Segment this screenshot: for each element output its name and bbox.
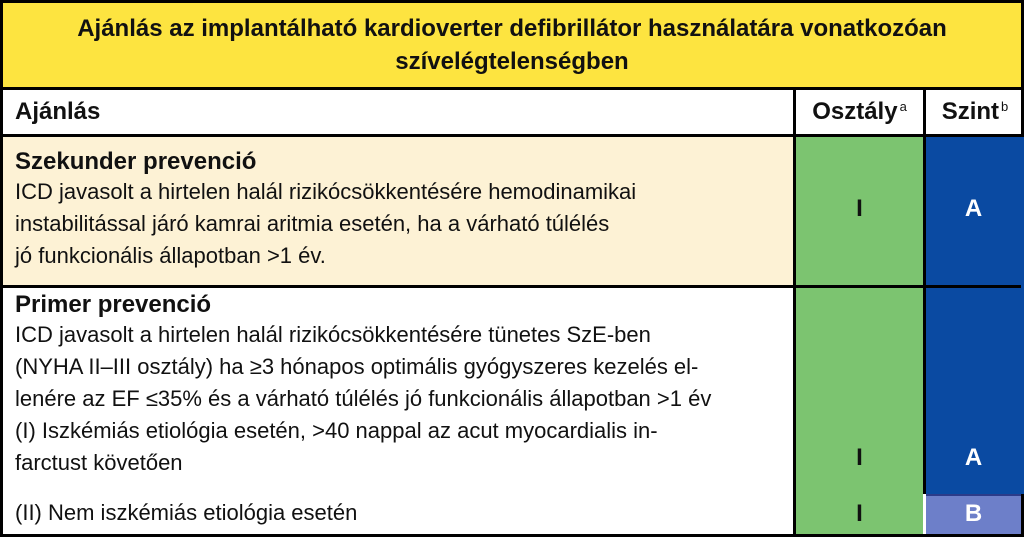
level-column bbox=[923, 137, 1024, 494]
secondary-prevention-line: ICD javasolt a hirtelen halál rizikócsökkentésére hemodinamikai bbox=[15, 179, 637, 204]
primary-prevention-line: ICD javasolt a hirtelen halál rizikócsökkentésére tünetes SzE-ben bbox=[15, 322, 651, 347]
non-ischemic-item-line: (II) Nem iszkémiás etiológia esetén bbox=[15, 500, 358, 525]
table-title-line-2: szívelégtelenségben bbox=[395, 48, 629, 75]
header-class-footnote: a bbox=[899, 98, 907, 114]
secondary-prevention-title: Szekunder prevenció bbox=[15, 148, 257, 175]
header-class bbox=[793, 90, 923, 134]
non-ischemic-level: B bbox=[964, 500, 983, 527]
ischemic-item-line: farctust követően bbox=[15, 450, 183, 475]
primary-prevention-title: Primer prevenció bbox=[15, 291, 212, 318]
primary-prevention-line: lenére az EF ≤35% és a várható túlélés jó funkcionális állapotban >1 év bbox=[15, 386, 712, 411]
level-row-divider bbox=[923, 285, 1021, 288]
class-row-divider bbox=[793, 285, 923, 288]
header-row bbox=[3, 90, 1021, 137]
secondary-prevention-level: A bbox=[964, 195, 983, 222]
header-level-footnote: b bbox=[1001, 98, 1009, 114]
header-level bbox=[923, 90, 1024, 134]
header-level-label: Szint bbox=[941, 98, 1000, 125]
header-class-label: Osztály bbox=[812, 98, 898, 125]
primary-prevention-line: (NYHA II–III osztály) ha ≥3 hónapos optimális gyógyszeres kezelés el- bbox=[15, 354, 699, 379]
ischemic-class: I bbox=[856, 444, 863, 471]
secondary-prevention-line: jó funkcionális állapotban >1 év. bbox=[15, 243, 326, 268]
secondary-prevention-class: I bbox=[856, 195, 863, 222]
table-title bbox=[3, 3, 1021, 90]
secondary-prevention-line: instabilitással járó kamrai aritmia esetén, ha a várható túlélés bbox=[15, 211, 610, 236]
ischemic-level: A bbox=[964, 444, 983, 471]
primary-prevention-row bbox=[3, 288, 793, 534]
header-recommendation: Ajánlás bbox=[15, 98, 101, 125]
ischemic-item-line: (I) Iszkémiás etiológia esetén, >40 nappal az acut myocardialis in- bbox=[15, 418, 658, 443]
secondary-prevention-row bbox=[3, 137, 793, 288]
table-title-line-1: Ajánlás az implantálható kardioverter defibrillátor használatára vonatkozóan bbox=[77, 15, 947, 42]
non-ischemic-class: I bbox=[856, 500, 863, 527]
